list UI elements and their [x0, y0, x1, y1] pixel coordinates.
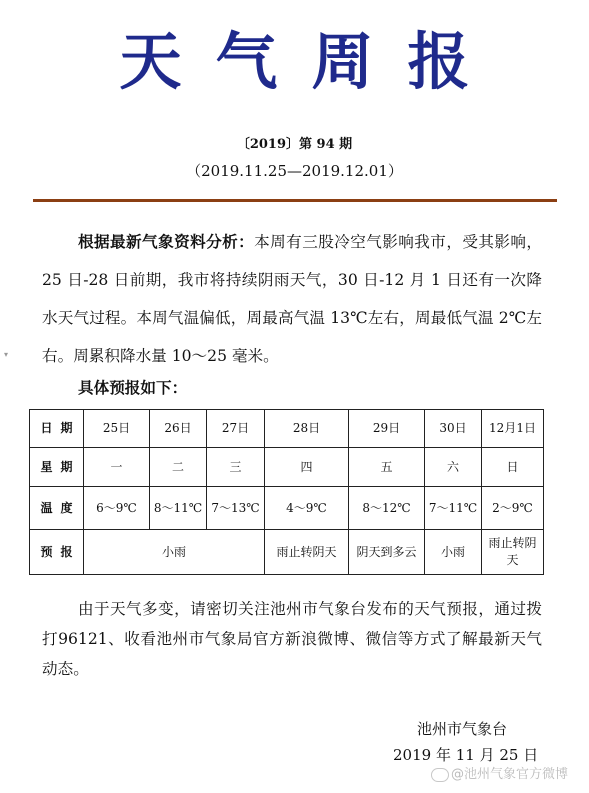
weather-cell: 小雨	[84, 530, 265, 575]
issuer-name: 池州市气象台	[417, 720, 508, 738]
weekday-cell: 二	[150, 448, 207, 487]
analysis-paragraph	[42, 223, 542, 375]
weather-cell: 阴天到多云	[349, 530, 425, 575]
header-divider	[33, 199, 557, 202]
weekday-cell: 日	[482, 448, 544, 487]
row-label-temperature: 温度	[30, 487, 84, 530]
date-cell: 12月1日	[482, 410, 544, 448]
issue-number: 〔2019〕第 94 期	[236, 137, 353, 152]
weekday-cell: 五	[349, 448, 425, 487]
date-cell: 28日	[265, 410, 349, 448]
date-cell: 27日	[207, 410, 265, 448]
weibo-watermark	[431, 766, 568, 784]
weekday-cell: 三	[207, 448, 265, 487]
weekday-row	[30, 448, 544, 487]
analysis-lead: 根据最新气象资料分析：	[78, 232, 255, 251]
temperature-row	[30, 487, 544, 530]
temperature-cell: 8～12℃	[349, 487, 425, 530]
weibo-icon	[431, 768, 449, 782]
weekday-cell: 一	[84, 448, 150, 487]
date-row	[30, 410, 544, 448]
forecast-heading: 具体预报如下：	[78, 378, 188, 397]
page-title: 天气周报	[119, 25, 504, 98]
date-cell: 29日	[349, 410, 425, 448]
date-cell: 30日	[425, 410, 482, 448]
row-label-weather: 预报	[30, 530, 84, 575]
weekday-cell: 六	[425, 448, 482, 487]
date-range: （2019.11.25—2019.12.01）	[186, 162, 403, 180]
weekday-cell: 四	[265, 448, 349, 487]
weather-cell: 雨止转阴天	[265, 530, 349, 575]
temperature-cell: 7～11℃	[425, 487, 482, 530]
forecast-table	[29, 409, 544, 575]
weather-row	[30, 530, 544, 575]
temperature-cell: 2～9℃	[482, 487, 544, 530]
temperature-cell: 7～13℃	[207, 487, 265, 530]
issue-date: 2019 年 11 月 25 日	[393, 746, 539, 764]
temperature-cell: 4～9℃	[265, 487, 349, 530]
row-label-date: 日期	[30, 410, 84, 448]
watermark-text: @池州气象官方微博	[451, 767, 569, 782]
date-cell: 25日	[84, 410, 150, 448]
temperature-cell: 6～9℃	[84, 487, 150, 530]
notice-paragraph: 由于天气多变，请密切关注池州市气象台发布的天气预报，通过拨打96121、收看池州市气象局官方新浪微博、微信等方式了解最新天气动态。	[42, 600, 542, 678]
analysis-text: 本周有三股冷空气影响我市，受其影响，25 日-28 日前期，我市将持续阴雨天气，30 日-12 月 1 日还有一次降水天气过程。本周气温偏低，周最高气温 13℃左右，周最低气温 2℃左右。周累积降水量 10～25 毫米。	[42, 233, 542, 365]
margin-marker-icon: ▾	[4, 350, 9, 359]
temperature-cell: 8～11℃	[150, 487, 207, 530]
weather-cell: 雨止转阴天	[482, 530, 544, 575]
row-label-weekday: 星期	[30, 448, 84, 487]
date-cell: 26日	[150, 410, 207, 448]
weather-cell: 小雨	[425, 530, 482, 575]
